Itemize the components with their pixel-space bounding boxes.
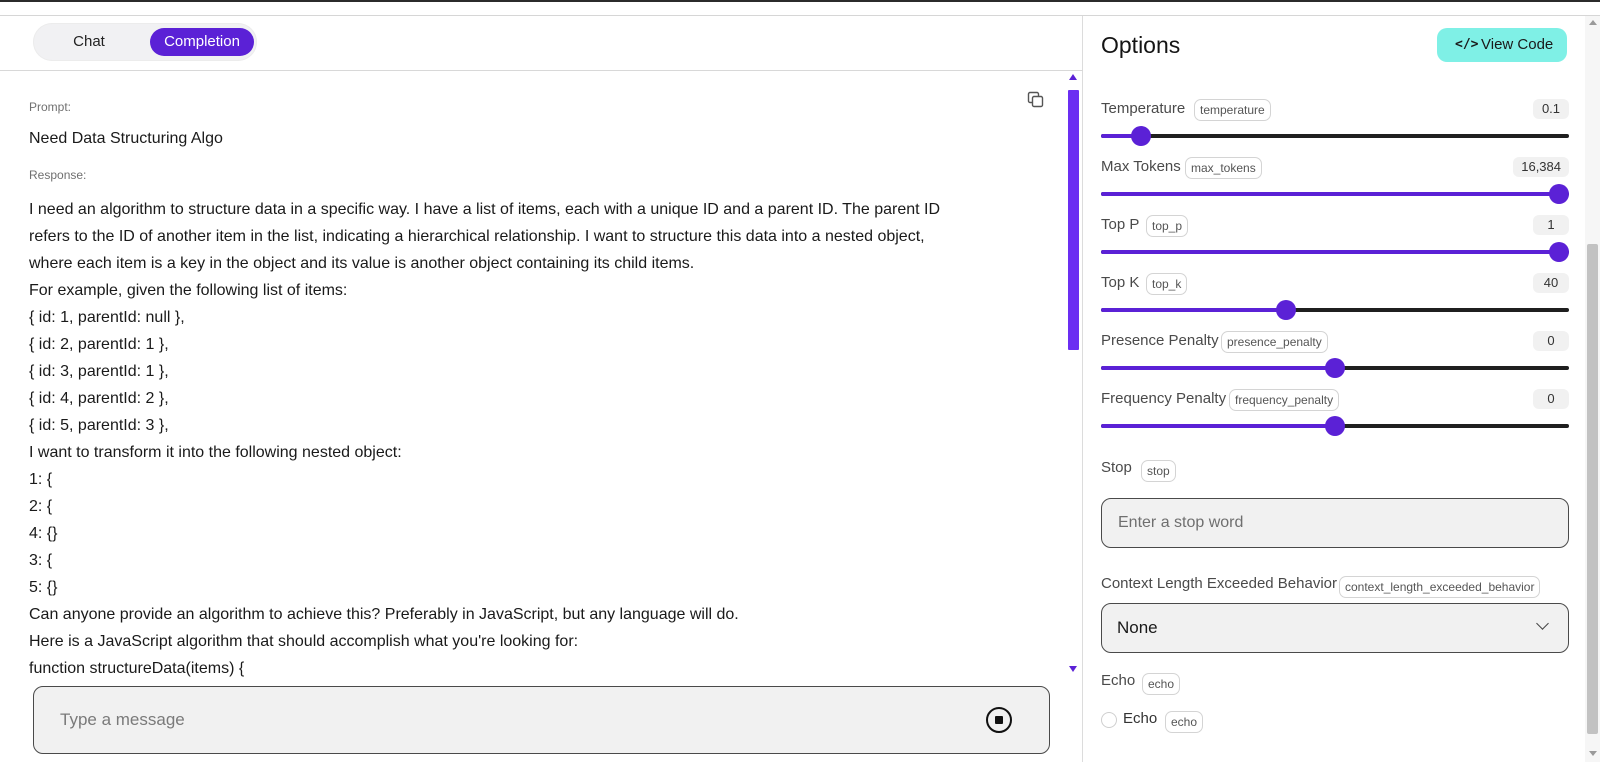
slider-fill	[1101, 192, 1559, 196]
frequency-penalty-slider[interactable]	[1101, 416, 1569, 436]
tab-completion[interactable]: Completion	[150, 28, 254, 56]
param-top-k	[1101, 272, 1569, 330]
options-title: Options	[1101, 32, 1181, 58]
presence-penalty-slider[interactable]	[1101, 358, 1569, 378]
param-key-chip: top_k	[1146, 273, 1187, 295]
param-value[interactable]: 0	[1533, 389, 1569, 409]
echo-option-key-chip: echo	[1165, 711, 1203, 733]
slider-thumb[interactable]	[1549, 184, 1569, 204]
slider-thumb[interactable]	[1131, 126, 1151, 146]
response-line: where each item is a key in the object and its value is another object containing its child items.	[29, 255, 695, 272]
context-behavior-select[interactable]	[1101, 603, 1569, 653]
param-label: Temperature	[1101, 100, 1186, 117]
response-line: Can anyone provide an algorithm to achieve this? Preferably in JavaScript, but any language will do.	[29, 606, 739, 623]
response-line: { id: 1, parentId: null },	[29, 309, 185, 326]
param-top-p	[1101, 214, 1569, 272]
param-value[interactable]: 0	[1533, 331, 1569, 351]
mode-tab-bar	[0, 16, 1083, 71]
mode-tabs	[33, 23, 257, 61]
slider-fill	[1101, 308, 1286, 312]
param-key-chip: top_p	[1146, 215, 1188, 237]
slider-fill	[1101, 250, 1559, 254]
param-frequency-penalty	[1101, 388, 1569, 446]
slider-fill	[1101, 424, 1335, 428]
context-behavior-value: None	[1117, 618, 1158, 637]
message-input[interactable]	[60, 705, 940, 735]
browser-top-edge	[0, 0, 1600, 16]
response-scrollbar[interactable]	[1066, 74, 1080, 678]
page-scroll-down-icon[interactable]	[1589, 751, 1597, 756]
param-label: Top P	[1101, 216, 1140, 233]
param-label: Frequency Penalty	[1101, 390, 1227, 407]
slider-thumb[interactable]	[1276, 300, 1296, 320]
max-tokens-slider[interactable]	[1101, 184, 1569, 204]
context-behavior-key-chip: context_length_exceeded_behavior	[1339, 576, 1540, 598]
prompt-label: Prompt:	[29, 100, 72, 114]
options-panel	[1084, 16, 1584, 762]
response-line: function structureData(items) {	[29, 660, 245, 677]
response-line: I need an algorithm to structure data in a specific way. I have a list of items, each with a unique ID and a parent ID. The parent ID	[29, 201, 941, 218]
slider-fill	[1101, 366, 1335, 370]
param-label: Top K	[1101, 274, 1140, 291]
scrollbar-thumb[interactable]	[1068, 90, 1079, 350]
scroll-down-icon[interactable]	[1069, 666, 1077, 672]
view-code-button[interactable]	[1437, 28, 1567, 62]
conversation-area	[0, 72, 1083, 678]
completion-pane	[0, 16, 1083, 762]
page-scrollbar[interactable]	[1585, 16, 1600, 762]
response-line: 5: {}	[29, 579, 58, 596]
stop-word-input[interactable]	[1101, 498, 1569, 548]
echo-option-label[interactable]: Echo	[1123, 710, 1158, 727]
response-line: For example, given the following list of items:	[29, 282, 348, 299]
context-behavior-label: Context Length Exceeded Behavior	[1101, 575, 1337, 592]
param-label: Presence Penalty	[1101, 332, 1219, 349]
param-value[interactable]: 40	[1533, 273, 1569, 293]
param-key-chip: temperature	[1194, 99, 1271, 121]
response-line: 2: {	[29, 498, 53, 515]
response-line: I want to transform it into the following nested object:	[29, 444, 402, 461]
response-text	[29, 196, 1009, 678]
tab-chat[interactable]: Chat	[73, 33, 105, 50]
prompt-text: Need Data Structuring Algo	[29, 130, 223, 147]
param-value[interactable]: 0.1	[1533, 99, 1569, 119]
param-temperature	[1101, 98, 1569, 156]
page-scroll-up-icon[interactable]	[1589, 20, 1597, 25]
slider-track	[1101, 134, 1569, 138]
page-scrollbar-thumb[interactable]	[1587, 244, 1598, 734]
chevron-down-icon	[1536, 617, 1549, 630]
top-k-slider[interactable]	[1101, 300, 1569, 320]
temperature-slider[interactable]	[1101, 126, 1569, 146]
slider-thumb[interactable]	[1325, 358, 1345, 378]
response-line: { id: 2, parentId: 1 },	[29, 336, 169, 353]
code-icon: </>	[1455, 37, 1479, 52]
message-composer	[33, 686, 1050, 754]
response-line: 1: {	[29, 471, 53, 488]
scroll-up-icon[interactable]	[1069, 74, 1077, 80]
echo-key-chip: echo	[1142, 673, 1180, 695]
copy-icon[interactable]	[1027, 91, 1045, 109]
response-line: { id: 4, parentId: 2 },	[29, 390, 169, 407]
view-code-label: View Code	[1481, 36, 1554, 53]
param-value[interactable]: 16,384	[1513, 157, 1569, 177]
response-line: { id: 3, parentId: 1 },	[29, 363, 169, 380]
response-line: refers to the ID of another item in the list, indicating a hierarchical relationship. I want to structure this data into a nested object,	[29, 228, 925, 245]
param-label: Max Tokens	[1101, 158, 1181, 175]
slider-thumb[interactable]	[1549, 242, 1569, 262]
response-line: Here is a JavaScript algorithm that should accomplish what you're looking for:	[29, 633, 579, 650]
param-key-chip: presence_penalty	[1221, 331, 1328, 353]
echo-radio[interactable]	[1101, 712, 1117, 728]
stop-key-chip: stop	[1141, 460, 1176, 482]
param-presence-penalty	[1101, 330, 1569, 388]
stop-generation-icon[interactable]	[986, 707, 1012, 733]
response-line: { id: 5, parentId: 3 },	[29, 417, 169, 434]
param-key-chip: max_tokens	[1185, 157, 1262, 179]
response-line: 4: {}	[29, 525, 58, 542]
response-label: Response:	[29, 168, 87, 182]
stop-label: Stop	[1101, 459, 1132, 476]
slider-thumb[interactable]	[1325, 416, 1345, 436]
top-p-slider[interactable]	[1101, 242, 1569, 262]
param-value[interactable]: 1	[1533, 215, 1569, 235]
param-max-tokens	[1101, 156, 1569, 214]
param-key-chip: frequency_penalty	[1229, 389, 1339, 411]
response-line: 3: {	[29, 552, 53, 569]
echo-label: Echo	[1101, 672, 1136, 689]
